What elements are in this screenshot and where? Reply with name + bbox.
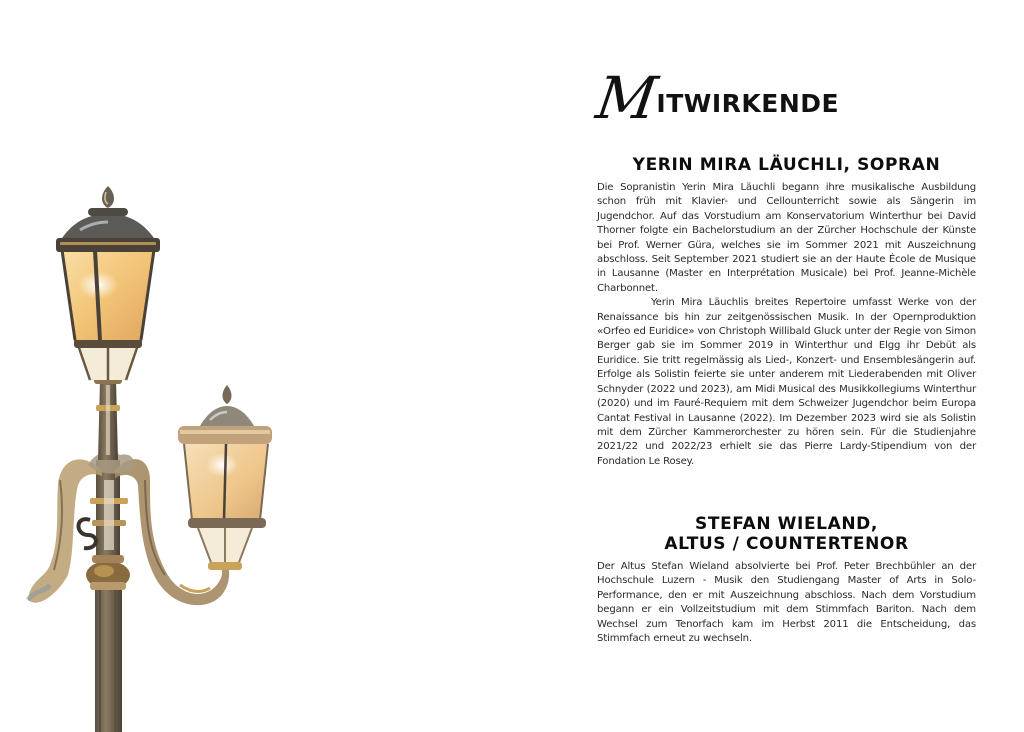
- bio-paragraph: Die Sopranistin Yerin Mira Läuchli begann ihre musikalische Ausbildung schon früh mit Klavier- und Cellounterricht sowie als Sängerin im Jugendchor. Auf das Vorstudium am Konservatorium Winterthur bei David Thorner folgte ein Bachelorstudium an der Zürcher Hochschule der Künste bei Prof. Werner Güra, welches sie im Sommer 2021 mit Auszeichnung abschloss. Seit September 2021 studiert sie an der Haute École de Musique in Lausanne (Master en Interprétation Musicale) bei Prof. Jeanne-Michèle Charbonnet.: [597, 182, 976, 294]
- performer-name-line-2: ALTUS / COUNTERTENOR: [664, 534, 909, 554]
- bio-paragraph: Yerin Mira Läuchlis breites Repertoire umfasst Werke von der Renaissance bis hin zur zeitgenössischen Musik. In der Opernproduktion «Orfeo ed Euridice» von Christoph Willibald Gluck unter der Regie von Simon Berger gab sie im Sommer 2019 in Winterthur und Elgg ihr Debüt als Euridice. Sie tritt regelmässig als Lied-, Konzert- und Ensemblesängerin auf. Erfolge als Solistin feierte sie unter anderem mit Liederabenden mit Oliver Schnyder (2022 und 2023), am Midi Musical des Musikkollegiums Winterthur (2020) und im Fauré-Requiem mit dem Schweizer Jugendchor beim Europa Cantat Festival in Lausanne (2022). Im Dezember 2023 wird sie als Solistin mit dem Zürcher Kammerorchester zu hören sein. Für die Studienjahre 2021/22 und 2022/23 erhielt sie das Pierre Lardy-Stipendium von der Fondation Le Rosey.: [597, 297, 976, 467]
- performer-name: YERIN MIRA LÄUCHLI, SOPRAN: [632, 155, 941, 175]
- performer-entry-lauchli: [597, 155, 976, 469]
- performer-name-line-1: STEFAN WIELAND,: [695, 514, 878, 534]
- bio-paragraph: Der Altus Stefan Wieland absolvierte bei Prof. Peter Brechbühler an der Hochschule Luzern - Musik den Studiengang Master of Arts in Solo-Performance, den er mit Auszeichnung abschloss. Nach dem Vorstudium begann er ein Vollzeitstudium mit dem Stimmfach Bariton. Nach dem Wechsel zum Tenorfach kam im Herbst 2011 die Entscheidung, das Stimmfach erneut zu wechseln.: [597, 561, 976, 645]
- section-title-initial: M: [592, 64, 660, 132]
- performer-name: [597, 514, 976, 554]
- performer-bio: [597, 181, 976, 469]
- performer-entry-wieland: [597, 514, 976, 646]
- section-title-rest: ITWIRKENDE: [656, 89, 840, 118]
- performer-bio: [597, 560, 976, 646]
- section-title: [592, 64, 840, 132]
- right-page: [512, 0, 1024, 732]
- street-lamp-illustration: [20, 180, 290, 732]
